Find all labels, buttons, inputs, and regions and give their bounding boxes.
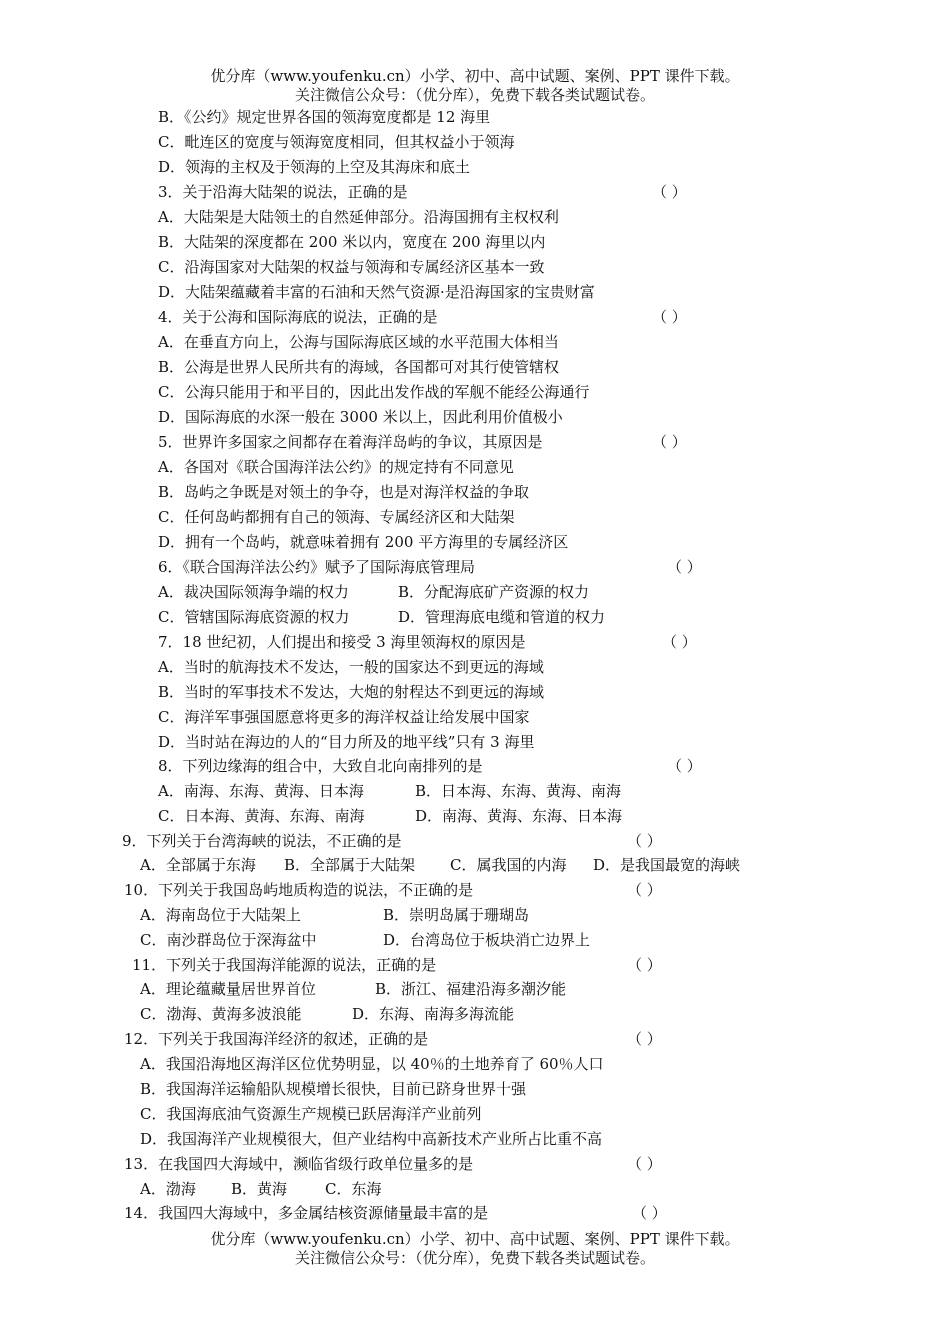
header-line-1: 优分库（www.youfenku.cn）小学、初中、高中试题、案例、PPT 课件下载。 (210, 67, 740, 85)
q10-option-a: A．海南岛位于大陆架上 (140, 906, 301, 924)
q9-option-c: C．属我国的内海 (450, 856, 567, 874)
q9-stem: 9．下列关于台湾海峡的说法，不正确的是 (122, 832, 402, 850)
q12-option-c: C．我国海底油气资源生产规模已跃居海洋产业前列 (140, 1105, 482, 1123)
q12-stem: 12．下列关于我国海洋经济的叙述，正确的是 (124, 1030, 429, 1048)
footer-line-2: 关注微信公众号：（优分库），免费下载各类试题试卷。 (294, 1249, 655, 1267)
q10-option-b: B．崇明岛属于珊瑚岛 (383, 906, 530, 924)
q8-option-c: C．日本海、黄海、东海、南海 (158, 807, 365, 825)
q14-stem: 14．我国四大海域中，多金属结核资源储量最丰富的是 (124, 1204, 489, 1222)
q10-option-d: D．台湾岛位于板块消亡边界上 (383, 931, 591, 949)
q4-option-d: D．国际海底的水深一般在 3000 米以上，因此利用价值极小 (158, 408, 563, 426)
q13-option-a: A．渤海 (140, 1180, 196, 1198)
q8-option-a: A．南海、东海、黄海、日本海 (158, 782, 364, 800)
q3-stem: 3．关于沿海大陆架的说法，正确的是 (158, 183, 408, 201)
q5-option-a: A．各国对《联合国海洋法公约》的规定持有不同意见 (158, 458, 514, 476)
q13-option-c: C．东海 (325, 1180, 382, 1198)
q9-answer-blank: （ ） (627, 832, 662, 850)
q2-option-c: C．毗连区的宽度与领海宽度相同，但其权益小于领海 (158, 133, 515, 151)
q6-option-a: A．裁决国际领海争端的权力 (158, 583, 349, 601)
q6-stem: 6．《联合国海洋法公约》赋予了国际海底管理局 (158, 558, 476, 576)
q7-option-d: D．当时站在海边的人的“目力所及的地平线”只有 3 海里 (158, 733, 535, 751)
q3-option-d: D．大陆架蕴藏着丰富的石油和天然气资源·是沿海国家的宝贵财富 (158, 283, 595, 301)
q2-option-d: D．领海的主权及于领海的上空及其海床和底土 (158, 158, 471, 176)
q12-answer-blank: （ ） (627, 1030, 662, 1048)
q3-option-b: B．大陆架的深度都在 200 米以内，宽度在 200 海里以内 (158, 233, 546, 251)
footer-line-1: 优分库（www.youfenku.cn）小学、初中、高中试题、案例、PPT 课件下载。 (210, 1230, 740, 1248)
q3-option-c: C．沿海国家对大陆架的权益与领海和专属经济区基本一致 (158, 258, 545, 276)
q4-stem: 4．关于公海和国际海底的说法，正确的是 (158, 308, 438, 326)
q10-stem: 10．下列关于我国岛屿地质构造的说法，不正确的是 (124, 881, 474, 899)
q6-answer-blank: （ ） (667, 558, 702, 576)
q7-option-c: C．海洋军事强国愿意将更多的海洋权益让给发展中国家 (158, 708, 530, 726)
q11-option-c: C．渤海、黄海多波浪能 (140, 1005, 302, 1023)
q6-option-c: C．管辖国际海底资源的权力 (158, 608, 350, 626)
q3-option-a: A．大陆架是大陆领土的自然延伸部分。沿海国拥有主权权利 (158, 208, 559, 226)
q13-option-b: B．黄海 (231, 1180, 288, 1198)
q12-option-d: D．我国海洋产业规模很大，但产业结构中高新技术产业所占比重不高 (140, 1130, 603, 1148)
q11-option-b: B．浙江、福建沿海多潮汐能 (375, 980, 567, 998)
q6-option-d: D．管理海底电缆和管道的权力 (398, 608, 606, 626)
q4-option-c: C．公海只能用于和平目的，因此出发作战的军舰不能经公海通行 (158, 383, 590, 401)
q5-answer-blank: （ ） (652, 433, 687, 451)
q13-stem: 13．在我国四大海域中，濒临省级行政单位量多的是 (124, 1155, 474, 1173)
q6-option-b: B．分配海底矿产资源的权力 (398, 583, 590, 601)
q11-option-a: A．理论蕴藏量居世界首位 (140, 980, 316, 998)
q8-answer-blank: （ ） (667, 757, 702, 775)
q2-option-b: B．《公约》规定世界各国的领海宽度都是 12 海里 (158, 108, 491, 126)
q4-option-b: B．公海是世界人民所共有的海域，各国都可对其行使管辖权 (158, 358, 560, 376)
q9-option-b: B．全部属于大陆架 (284, 856, 416, 874)
q10-answer-blank: （ ） (627, 881, 662, 899)
q5-option-d: D．拥有一个岛屿，就意味着拥有 200 平方海里的专属经济区 (158, 533, 569, 551)
q4-answer-blank: （ ） (652, 308, 687, 326)
q9-option-a: A．全部属于东海 (140, 856, 256, 874)
q9-option-d: D．是我国最宽的海峡 (593, 856, 741, 874)
q7-option-b: B．当时的军事技术不发达，大炮的射程达不到更远的海域 (158, 683, 545, 701)
q10-option-c: C．南沙群岛位于深海盆中 (140, 931, 317, 949)
q11-stem: 11．下列关于我国海洋能源的说法，正确的是 (132, 956, 437, 974)
q7-stem: 7．18 世纪初，人们提出和接受 3 海里领海权的原因是 (158, 633, 526, 651)
q11-answer-blank: （ ） (627, 956, 662, 974)
q7-answer-blank: （ ） (662, 633, 697, 651)
q12-option-a: A．我国沿海地区海洋区位优势明显，以 40％的土地养育了 60％人口 (140, 1055, 604, 1073)
q5-option-b: B．岛屿之争既是对领土的争夺，也是对海洋权益的争取 (158, 483, 530, 501)
q8-option-b: B．日本海、东海、黄海、南海 (415, 782, 622, 800)
q5-stem: 5．世界许多国家之间都存在着海洋岛屿的争议，其原因是 (158, 433, 543, 451)
q8-option-d: D．南海、黄海、东海、日本海 (415, 807, 623, 825)
q7-option-a: A．当时的航海技术不发达，一般的国家达不到更远的海域 (158, 658, 544, 676)
header-line-2: 关注微信公众号：（优分库），免费下载各类试题试卷。 (294, 86, 655, 104)
q12-option-b: B．我国海洋运输船队规模增长很快，目前已跻身世界十强 (140, 1080, 527, 1098)
q4-option-a: A．在垂直方向上，公海与国际海底区域的水平范围大体相当 (158, 333, 559, 351)
q3-answer-blank: （ ） (652, 183, 687, 201)
q8-stem: 8．下列边缘海的组合中，大致自北向南排列的是 (158, 757, 483, 775)
q14-answer-blank: （ ） (632, 1204, 667, 1222)
q5-option-c: C．任何岛屿都拥有自己的领海、专属经济区和大陆架 (158, 508, 515, 526)
q11-option-d: D．东海、南海多海流能 (352, 1005, 515, 1023)
q13-answer-blank: （ ） (627, 1155, 662, 1173)
